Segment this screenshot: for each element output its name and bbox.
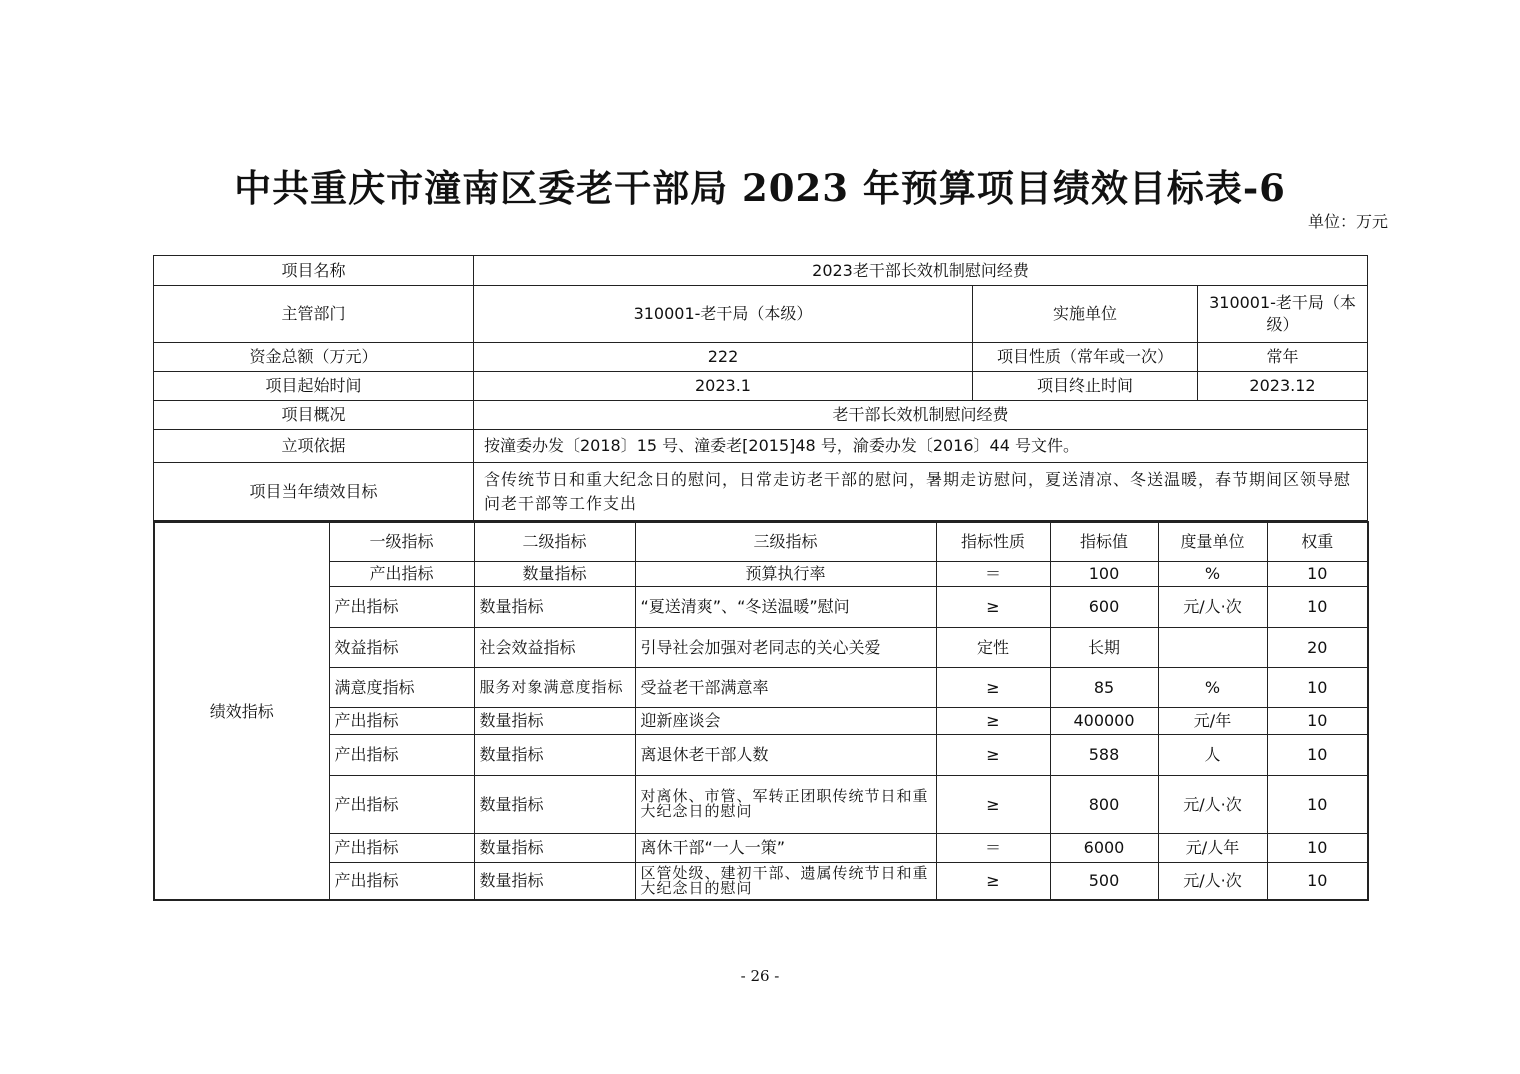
unit-cell: 人 [1158, 734, 1267, 775]
header-weight: 权重 [1267, 522, 1368, 561]
nature-value: 常年 [1198, 343, 1368, 372]
overview-value: 老干部长效机制慰问经费 [474, 401, 1368, 430]
level2-cell: 社会效益指标 [474, 627, 635, 667]
value-cell: 588 [1050, 734, 1158, 775]
unit-cell: 元/人年 [1158, 833, 1267, 862]
weight-cell: 10 [1267, 775, 1368, 833]
table-row [154, 586, 1368, 627]
overview-label: 项目概况 [154, 401, 474, 430]
level2-cell: 服务对象满意度指标 [474, 667, 635, 707]
goal-value: 含传统节日和重大纪念日的慰问，日常走访老干部的慰问，暑期走访慰问，夏送清凉、冬送温暖，春节期间区领导慰问老干部等工作支出 [474, 463, 1368, 521]
nature-cell: ≥ [936, 775, 1050, 833]
header-level3: 三级指标 [635, 522, 936, 561]
table-row [154, 833, 1368, 862]
header-level1: 一级指标 [329, 522, 474, 561]
level3-cell: 对离休、市管、军转正团职传统节日和重大纪念日的慰问 [635, 775, 936, 833]
level1-cell: 满意度指标 [329, 667, 474, 707]
value-cell: 500 [1050, 862, 1158, 900]
unit-cell: 元/人·次 [1158, 586, 1267, 627]
unit-cell: % [1158, 667, 1267, 707]
value-cell: 100 [1050, 561, 1158, 586]
weight-cell: 10 [1267, 561, 1368, 586]
project-name-label: 项目名称 [154, 256, 474, 286]
weight-cell: 10 [1267, 586, 1368, 627]
start-label: 项目起始时间 [154, 372, 474, 401]
nature-cell: 定性 [936, 627, 1050, 667]
goal-label: 项目当年绩效目标 [154, 463, 474, 521]
header-unit: 度量单位 [1158, 522, 1267, 561]
nature-cell: ≥ [936, 586, 1050, 627]
level1-cell: 产出指标 [329, 586, 474, 627]
table-row [154, 463, 1368, 521]
header-level2: 二级指标 [474, 522, 635, 561]
table-row [154, 667, 1368, 707]
nature-cell: ＝ [936, 561, 1050, 586]
level2-cell: 数量指标 [474, 862, 635, 900]
unit-cell: 元/人·次 [1158, 862, 1267, 900]
table-row [154, 775, 1368, 833]
level3-cell: 引导社会加强对老同志的关心关爱 [635, 627, 936, 667]
weight-cell: 20 [1267, 627, 1368, 667]
table-row [154, 372, 1368, 401]
level1-cell: 产出指标 [329, 862, 474, 900]
basis-value: 按潼委办发〔2018〕15 号、潼委老[2015]48 号，渝委办发〔2016〕44 号文件。 [474, 430, 1368, 463]
table-header-row [154, 522, 1368, 561]
table-row [154, 256, 1368, 286]
level3-cell: 预算执行率 [635, 561, 936, 586]
weight-cell: 10 [1267, 862, 1368, 900]
nature-cell: ＝ [936, 833, 1050, 862]
level2-cell: 数量指标 [474, 707, 635, 734]
level3-cell: 迎新座谈会 [635, 707, 936, 734]
end-value: 2023.12 [1198, 372, 1368, 401]
table-row [154, 734, 1368, 775]
nature-cell: ≥ [936, 734, 1050, 775]
table-row [154, 401, 1368, 430]
project-name: 2023老干部长效机制慰问经费 [474, 256, 1368, 286]
level1-cell: 产出指标 [329, 833, 474, 862]
level2-cell: 数量指标 [474, 561, 635, 586]
unit-cell: 元/年 [1158, 707, 1267, 734]
nature-cell: ≥ [936, 862, 1050, 900]
level2-cell: 数量指标 [474, 586, 635, 627]
dept-label: 主管部门 [154, 286, 474, 343]
level3-cell: “夏送清爽”、“冬送温暖”慰问 [635, 586, 936, 627]
unit-cell: 元/人·次 [1158, 775, 1267, 833]
unit-cell: % [1158, 561, 1267, 586]
value-cell: 800 [1050, 775, 1158, 833]
table-row [154, 561, 1368, 586]
page-title: 中共重庆市潼南区委老干部局 2023 年预算项目绩效目标表-6 [234, 166, 1286, 210]
unit-label: 单位：万元 [1307, 212, 1388, 231]
impl-label: 实施单位 [973, 286, 1198, 343]
nature-cell: ≥ [936, 667, 1050, 707]
value-cell: 6000 [1050, 833, 1158, 862]
level1-cell: 产出指标 [329, 775, 474, 833]
table-row [154, 286, 1368, 343]
value-cell: 400000 [1050, 707, 1158, 734]
weight-cell: 10 [1267, 667, 1368, 707]
weight-cell: 10 [1267, 833, 1368, 862]
level1-cell: 产出指标 [329, 734, 474, 775]
level3-cell: 受益老干部满意率 [635, 667, 936, 707]
nature-label: 项目性质（常年或一次） [973, 343, 1198, 372]
level1-cell: 效益指标 [329, 627, 474, 667]
weight-cell: 10 [1267, 707, 1368, 734]
level2-cell: 数量指标 [474, 833, 635, 862]
level3-cell: 离退休老干部人数 [635, 734, 936, 775]
fund-label: 资金总额（万元） [154, 343, 474, 372]
basis-label: 立项依据 [154, 430, 474, 463]
level1-cell: 产出指标 [329, 707, 474, 734]
performance-metrics-table [153, 521, 1369, 901]
table-row [154, 430, 1368, 463]
page-number: - 26 - [740, 967, 780, 985]
impl-value: 310001-老干局（本级） [1198, 286, 1368, 343]
project-info-table [153, 255, 1368, 521]
value-cell: 600 [1050, 586, 1158, 627]
end-label: 项目终止时间 [973, 372, 1198, 401]
start-value: 2023.1 [474, 372, 973, 401]
value-cell: 长期 [1050, 627, 1158, 667]
table-row [154, 627, 1368, 667]
table-row [154, 707, 1368, 734]
dept-value: 310001-老干局（本级） [474, 286, 973, 343]
level1-cell: 产出指标 [329, 561, 474, 586]
value-cell: 85 [1050, 667, 1158, 707]
unit-cell [1158, 627, 1267, 667]
weight-cell: 10 [1267, 734, 1368, 775]
level2-cell: 数量指标 [474, 775, 635, 833]
level2-cell: 数量指标 [474, 734, 635, 775]
fund-value: 222 [474, 343, 973, 372]
metrics-section-label: 绩效指标 [154, 522, 329, 900]
header-value: 指标值 [1050, 522, 1158, 561]
table-row [154, 343, 1368, 372]
level3-cell: 离休干部“一人一策” [635, 833, 936, 862]
table-row [154, 862, 1368, 900]
header-nature: 指标性质 [936, 522, 1050, 561]
level3-cell: 区管处级、建初干部、遗属传统节日和重大纪念日的慰问 [635, 862, 936, 900]
nature-cell: ≥ [936, 707, 1050, 734]
